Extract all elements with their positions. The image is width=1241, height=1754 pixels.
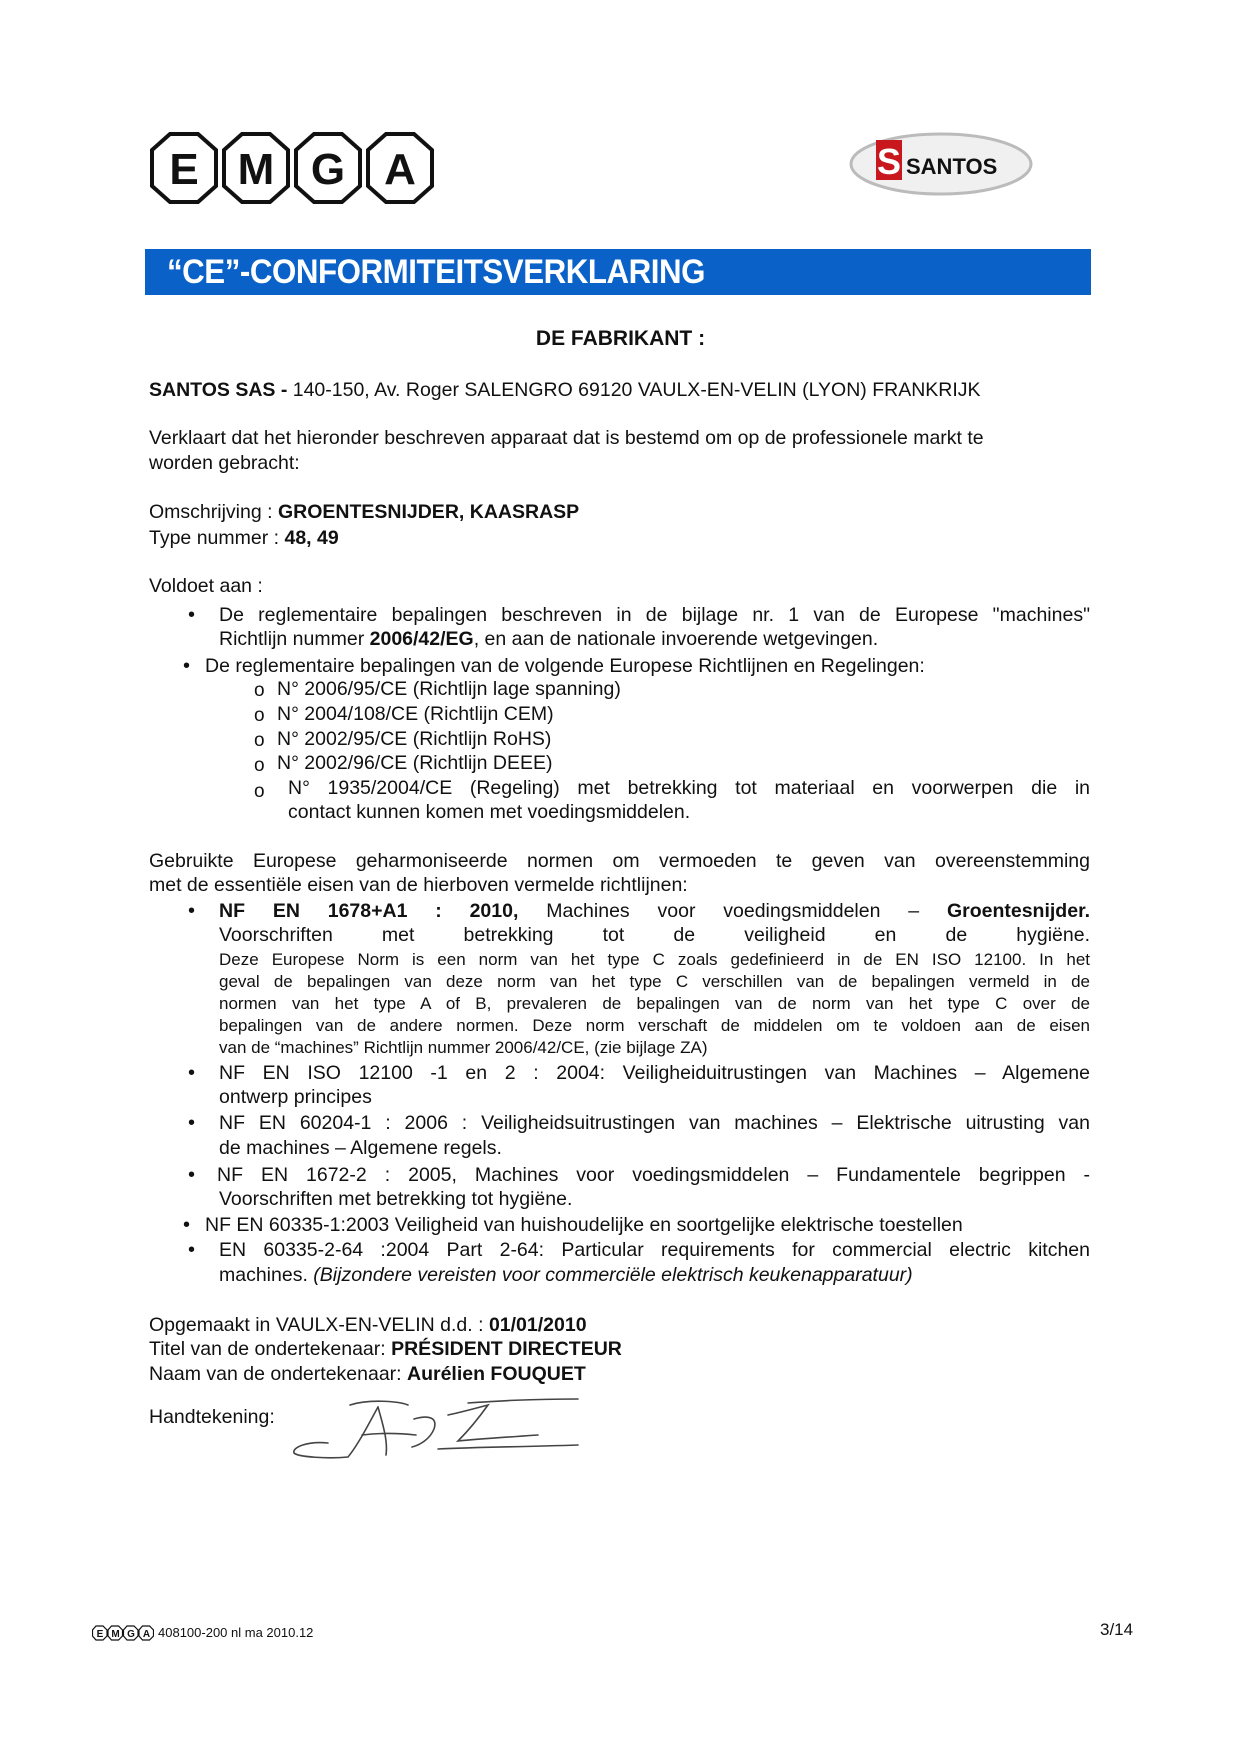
signatory-name-label: Naam van de ondertekenaar: xyxy=(149,1363,407,1385)
emga-letter: E xyxy=(169,145,199,194)
santos-logo xyxy=(846,128,1036,200)
emga-letter: M xyxy=(237,145,275,194)
signatory-title-value: PRÉSIDENT DIRECTEUR xyxy=(391,1338,622,1360)
complies-item-2: De reglementaire bepalingen van de volgende Europese Richtlijnen en Regelingen: xyxy=(205,655,925,677)
sub-bullet-icon: o xyxy=(254,781,265,802)
bullet-icon: • xyxy=(188,1164,196,1186)
standard-1-subject: Groentesnijder. xyxy=(946,900,1090,922)
item-1-text: Richtlijn nummer xyxy=(219,628,370,650)
footer-emga-letter: E xyxy=(96,1629,104,1640)
bullet-icon: • xyxy=(188,1062,196,1084)
sub-bullet-icon: o xyxy=(254,705,265,726)
standard-4-line-1: NF EN 1672-2 : 2005, Machines voor voedingsmiddelen – Fundamentele begrippen - xyxy=(217,1164,1090,1186)
standard-6-line-1: EN 60335-2-64 :2004 Part 2-64: Particular requirements for commercial electric kitchen xyxy=(219,1239,1090,1261)
standard-1-note-line: Deze Europese Norm is een norm van het type C zoals gedefinieerd in de EN ISO 12100. In het xyxy=(219,950,1090,969)
item-1-directive: 2006/42/EG xyxy=(369,628,474,650)
signatory-name-value: Aurélien FOUQUET xyxy=(407,1363,586,1385)
footer-emga-logo xyxy=(92,1625,154,1641)
declaration-line-1: Verklaart dat het hieronder beschreven apparaat dat is bestemd om op de professionele markt te xyxy=(149,427,984,449)
directive-item: N° 2002/96/CE (Richtlijn DEEE) xyxy=(277,752,553,774)
place-date-label: Opgemaakt in VAULX-EN-VELIN d.d. : xyxy=(149,1314,489,1336)
sub-bullet-icon: o xyxy=(254,755,265,776)
standard-1-note-line: bepalingen van de andere normen. Deze norm verschaft de middelen om te voldoen aan de eisen xyxy=(219,1016,1090,1035)
emga-logo xyxy=(148,130,440,206)
directive-item-5-line-1: N° 1935/2004/CE (Regeling) met betrekking tot materiaal en voorwerpen die in xyxy=(288,777,1090,799)
standard-1-note-line: normen van het type A of B, prevaleren de bepalingen van de norm van het type C over de xyxy=(219,994,1090,1013)
signatory-title-label: Titel van de ondertekenaar: xyxy=(149,1338,392,1360)
standard-3-line-1: NF EN 60204-1 : 2006 : Veiligheidsuitrustingen van machines – Elektrische uitrusting van xyxy=(219,1112,1090,1134)
place-date-value: 01/01/2010 xyxy=(488,1314,587,1336)
standard-1-line-1 xyxy=(219,899,1090,923)
bullet-icon: • xyxy=(188,1239,196,1261)
bullet-icon: • xyxy=(188,604,196,626)
sub-bullet-icon: o xyxy=(254,680,265,701)
standard-1-text: Machines voor voedingsmiddelen – xyxy=(518,900,947,922)
page-number: 3/14 xyxy=(1100,1620,1134,1639)
directive-item: N° 2002/95/CE (Richtlijn RoHS) xyxy=(277,728,552,750)
emga-letter: G xyxy=(310,145,346,194)
standard-6-text: machines. xyxy=(219,1264,314,1286)
standard-2-line-1: NF EN ISO 12100 -1 en 2 : 2004: Veiligheiduitrustingen van Machines – Algemene xyxy=(219,1062,1090,1084)
page-title: “CE”-CONFORMITEITSVERKLARING xyxy=(167,253,705,291)
complies-item-1-line-2 xyxy=(219,627,878,651)
signatory-title-line xyxy=(149,1337,622,1361)
type-number-label: Type nummer : xyxy=(149,527,285,549)
manufacturer-address: 140-150, Av. Roger SALENGRO 69120 VAULX-EN-VELIN (LYON) FRANKRIJK xyxy=(287,379,981,401)
standard-4-line-2: Voorschriften met betrekking tot hygiëne. xyxy=(219,1188,573,1210)
bullet-icon: • xyxy=(183,655,191,677)
footer-emga-letter: G xyxy=(127,1629,135,1640)
type-number-value: 48, 49 xyxy=(284,527,339,549)
standard-1-line-2: Voorschriften met betrekking tot de veiligheid en de hygiëne. xyxy=(219,924,1090,946)
standard-1-code: NF EN 1678+A1 : 2010, xyxy=(219,900,519,922)
manufacturer-line xyxy=(149,378,981,402)
directive-item: N° 2004/108/CE (Richtlijn CEM) xyxy=(277,703,554,725)
standard-1-note-line: van de “machines” Richtlijn nummer 2006/42/CE, (zie bijlage ZA) xyxy=(219,1038,708,1057)
standard-1-note-line: geval de bepalingen van deze norm van het type C verschillen van de bepalingen vermeld in de xyxy=(219,972,1090,991)
declaration-line-2: worden gebracht: xyxy=(149,452,300,474)
manufacturer-name: SANTOS SAS - xyxy=(149,379,288,401)
directive-item: N° 2006/95/CE (Richtlijn lage spanning) xyxy=(277,678,621,700)
place-date-line xyxy=(149,1313,587,1337)
standards-intro-1: Gebruikte Europese geharmoniseerde normen om vermoeden te geven van overeenstemming xyxy=(149,850,1090,872)
footer-emga-letter: A xyxy=(142,1629,151,1640)
sub-bullet-icon: o xyxy=(254,730,265,751)
santos-logo-text: SANTOS xyxy=(906,154,998,179)
bullet-icon: • xyxy=(183,1214,191,1236)
signatory-name-line xyxy=(149,1362,586,1386)
complies-item-1-line-1: De reglementaire bepalingen beschreven in de bijlage nr. 1 van de Europese "machines" xyxy=(219,604,1090,626)
signature-label: Handtekening: xyxy=(149,1406,275,1428)
description-line xyxy=(149,500,579,524)
bullet-icon: • xyxy=(188,900,196,922)
bullet-icon: • xyxy=(188,1112,196,1134)
standard-5: NF EN 60335-1:2003 Veiligheid van huishoudelijke en soortgelijke elektrische toestellen xyxy=(205,1214,963,1236)
description-value: GROENTESNIJDER, KAASRASP xyxy=(277,501,580,523)
item-1-text-post: , en aan de nationale invoerende wetgevingen. xyxy=(473,628,879,650)
type-number-line xyxy=(149,526,339,550)
standards-intro-2: met de essentiële eisen van de hierboven vermelde richtlijnen: xyxy=(149,874,688,896)
santos-logo-s: S xyxy=(876,141,902,182)
standard-6-italic-note: (Bijzondere vereisten voor commerciële elektrisch keukenapparatuur) xyxy=(313,1264,913,1286)
complies-heading: Voldoet aan : xyxy=(149,575,263,597)
standard-6-line-2 xyxy=(219,1263,913,1287)
footer-doc-ref: 408100-200 nl ma 2010.12 xyxy=(158,1625,314,1640)
standard-3-line-2: de machines – Algemene regels. xyxy=(219,1137,502,1159)
directive-item-5-line-2: contact kunnen komen met voedingsmiddelen. xyxy=(288,801,691,823)
signature-image xyxy=(288,1395,588,1465)
standard-2-line-2: ontwerp principes xyxy=(219,1086,372,1108)
footer-emga-letter: M xyxy=(111,1629,120,1640)
emga-letter: A xyxy=(384,145,416,194)
manufacturer-heading: DE FABRIKANT : xyxy=(535,327,706,350)
description-label: Omschrijving : xyxy=(149,501,278,523)
